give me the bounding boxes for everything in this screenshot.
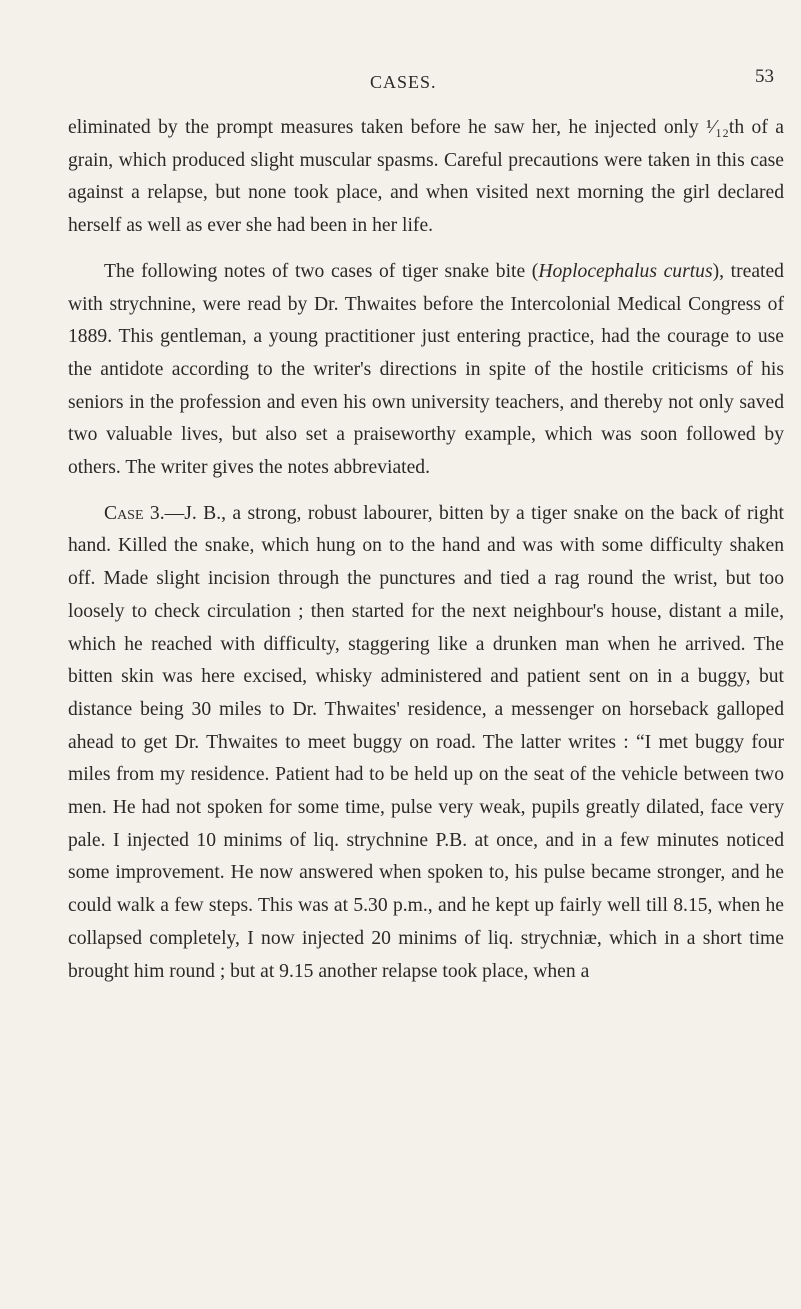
paragraph-tiger-snake-notes xyxy=(68,256,784,485)
case-3-text: —J. B., a strong, robust labourer, bitten by a tiger snake on the back of right hand. Killed the snake, which hung on to the hand and was with some difficulty shaken off. Made slight incision through the punctures and tied a rag round the wrist, but too loosely to check circulation ; then started for the next neighbour's house, distant a mile, which he reached with difficulty, staggering like a drunken man when he arrived. The bitten skin was here excised, whisky administered and patient sent on in a buggy, but distance being 30 miles to Dr. Thwaites' residence, a messenger on horseback galloped ahead to get Dr. Thwaites to meet buggy on road. The latter writes : “I met buggy four miles from my residence. Patient had to be held up on the seat of the vehicle between two men. He had not spoken for some time, pulse very weak, pupils greatly dilated, face very pale. I injected 10 minims of liq. strychnine P.B. at once, and in a few minutes noticed some improvement. He now answered when spoken to, his pulse became stronger, and he could walk a few steps. This was at 5.30 p.m., and he kept up fairly well till 8.15, when he collapsed completely, I now injected 20 minims of liq. strychniæ, which in a short time brought him round ; but at 9.15 another relapse took place, when a xyxy=(68,502,784,982)
running-head xyxy=(0,62,801,102)
paragraph-text-before-species: The following notes of two cases of tiger snake bite ( xyxy=(104,260,539,282)
paragraph-case-3 xyxy=(68,498,784,989)
case-label: Case 3. xyxy=(104,502,165,524)
paragraph-continuation: eliminated by the prompt measures taken before he saw her, he injected only ¹⁄₁₂th of a grain, which produced slight muscular spasms. Careful precautions were taken in this case against a relapse, but none took place, and when visited next morning the girl declared herself as well as ever she had been in her life. xyxy=(68,117,784,237)
body-text xyxy=(68,112,784,988)
species-name: Hoplocephalus curtus xyxy=(538,260,713,282)
running-title: CASES. xyxy=(370,72,437,92)
paragraph-text-after-species: ), treated with strychnine, were read by Dr. Thwaites before the Intercolonial Medical Congress of 1889. This gentleman, a young practitioner just entering practice, had the courage to use the antidote according to the writer's directions in spite of the hostile criticisms of his seniors in the profession and even his own university teachers, and thereby not only saved two valuable lives, but also set a praiseworthy example, which was soon followed by others. The writer gives the notes abbreviated. xyxy=(68,260,784,479)
page-number: 53 xyxy=(755,66,774,87)
